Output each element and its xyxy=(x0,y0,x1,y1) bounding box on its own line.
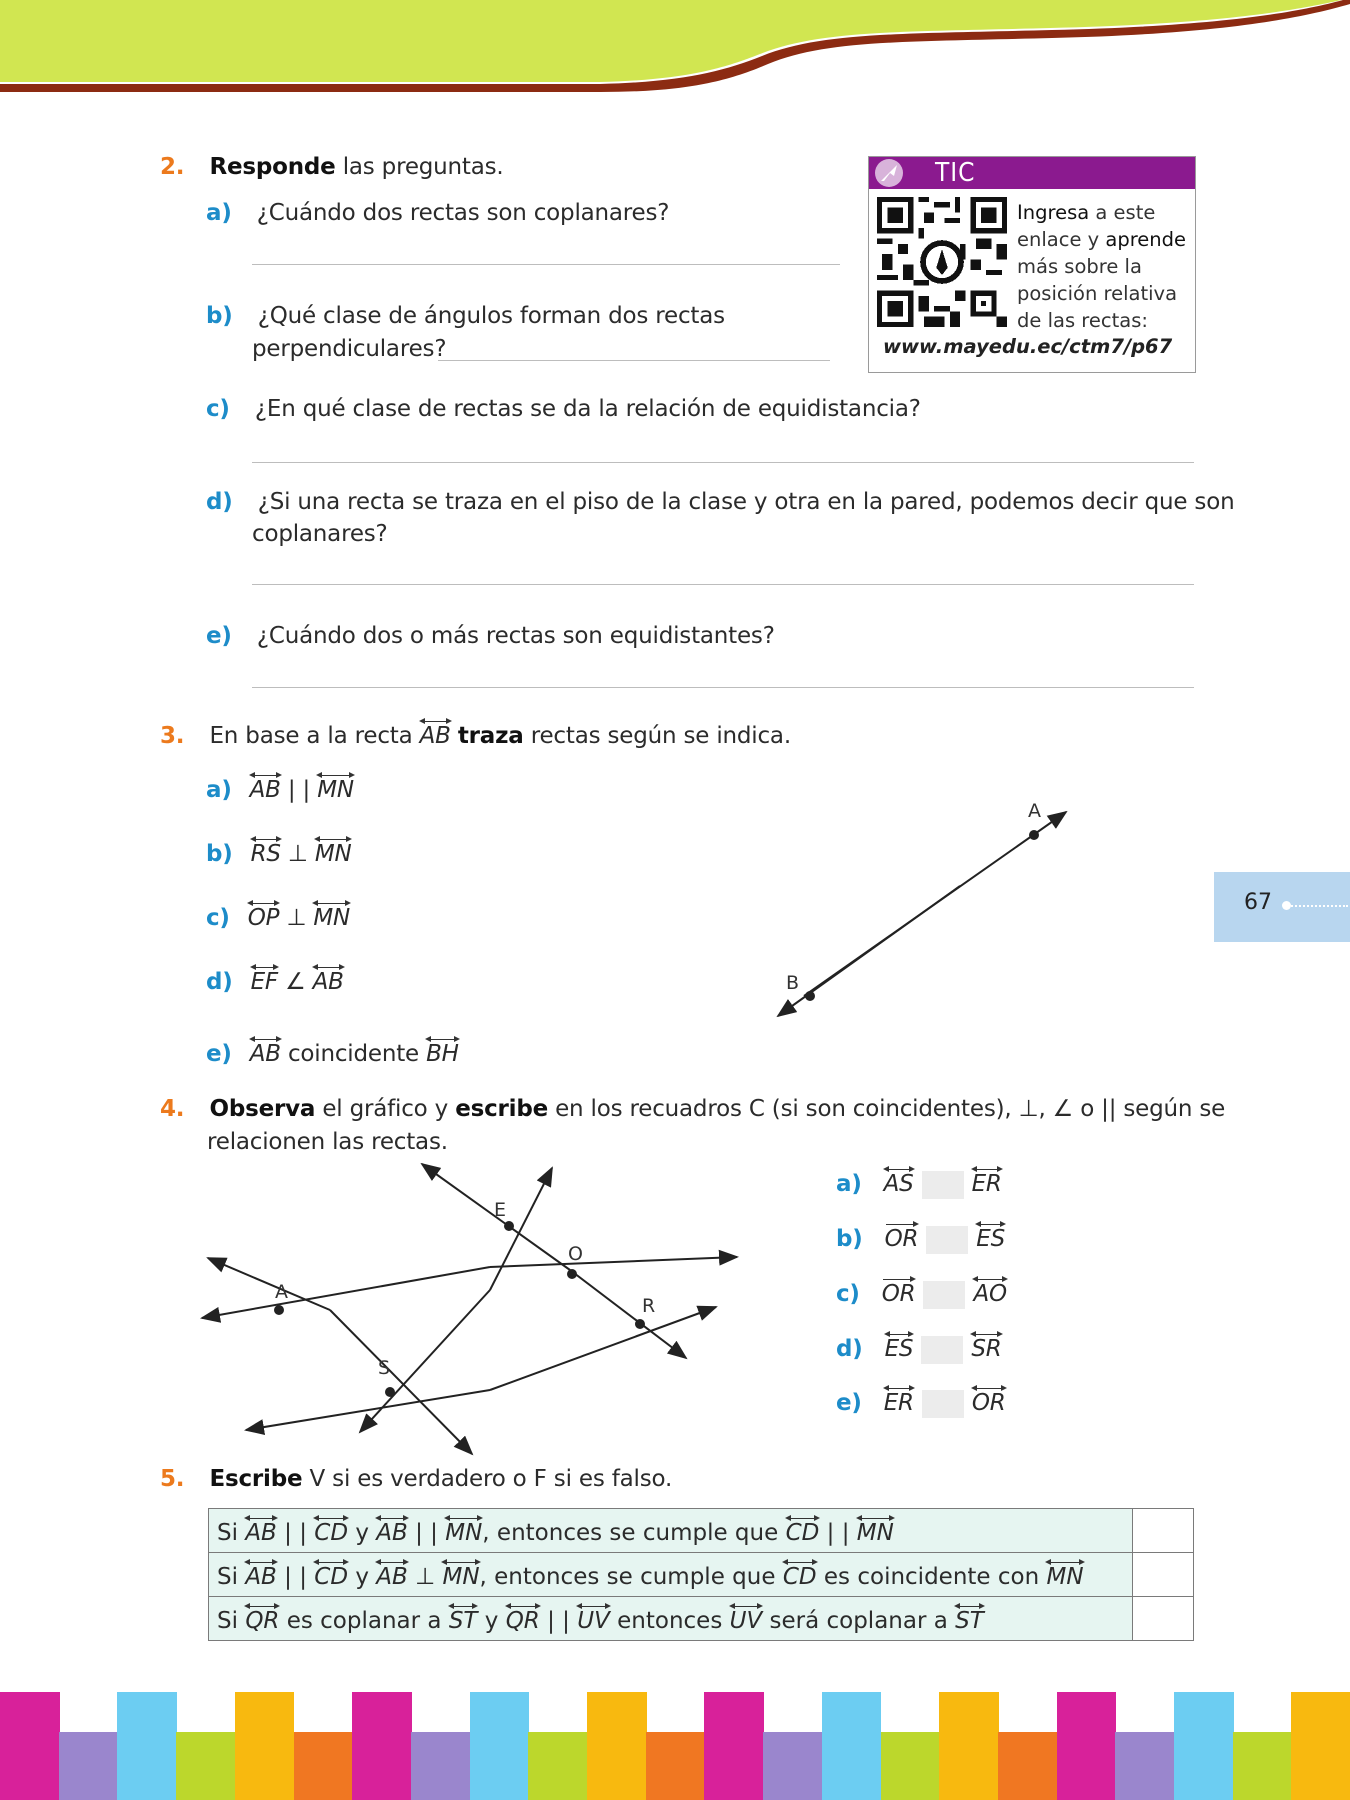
item-letter: d) xyxy=(836,1336,863,1362)
item-letter: e) xyxy=(206,1041,232,1067)
item-letter: a) xyxy=(206,200,232,226)
line-symbol: UV xyxy=(577,1604,610,1634)
tic-text-part: más sobre la posición relativa de las rectas: xyxy=(1017,255,1178,332)
q4-heading xyxy=(160,1093,1225,1126)
q4-heading-line2: relacionen las rectas. xyxy=(207,1129,448,1155)
statement-cell: Si AB | | CD y AB | | MN , entonces se cumple que CD | | MN xyxy=(209,1509,1133,1553)
line-symbol: ST xyxy=(449,1604,478,1634)
cursor-arrow-icon xyxy=(875,159,903,187)
q2-number: 2. xyxy=(160,154,185,180)
line-symbol: AB xyxy=(376,1516,408,1546)
q3-item-e xyxy=(206,1037,459,1071)
footer-stripes xyxy=(0,1692,1350,1800)
answer-line-a[interactable] xyxy=(252,264,840,265)
question-text: ¿En qué clase de rectas se da la relación de equidistancia? xyxy=(254,396,921,422)
q4-text: el gráfico y xyxy=(315,1096,456,1122)
footer-stripe xyxy=(646,1732,706,1800)
answer-cell[interactable] xyxy=(1133,1509,1194,1553)
q5-verb: Escribe xyxy=(209,1466,303,1492)
line-symbol: CD xyxy=(314,1516,348,1546)
table-row xyxy=(209,1509,1194,1553)
q2-item-e xyxy=(206,620,775,653)
answer-cell[interactable] xyxy=(1133,1553,1194,1597)
q4-verb-escribe: escribe xyxy=(455,1096,548,1122)
label-s: S xyxy=(378,1357,391,1379)
line-symbol: MN xyxy=(313,901,350,931)
line-symbol: AB xyxy=(250,1037,281,1067)
footer-stripe xyxy=(59,1732,119,1800)
q4-item-c xyxy=(836,1277,1007,1311)
q2-item-d xyxy=(206,486,1234,519)
relation-symbol: coincidente xyxy=(280,1041,427,1067)
q2-heading xyxy=(160,151,504,184)
page-number: 67 xyxy=(1244,890,1272,915)
point-s xyxy=(385,1387,395,1397)
q3-item-b xyxy=(206,837,351,871)
header-green-band xyxy=(0,0,1350,82)
q2-item-b xyxy=(206,300,725,333)
line-symbol: BH xyxy=(426,1037,459,1067)
q4-item-a xyxy=(836,1167,1002,1201)
tic-box xyxy=(868,156,1196,373)
line-symbol: AB xyxy=(245,1560,277,1590)
line-symbol: RS xyxy=(251,837,281,867)
q2-verb: Responde xyxy=(209,154,336,180)
line-symbol: AB xyxy=(420,719,451,749)
question-text: ¿Cuándo dos rectas son coplanares? xyxy=(256,200,670,226)
dotted-line xyxy=(1288,905,1348,907)
footer-stripe xyxy=(998,1732,1058,1800)
item-letter: b) xyxy=(206,841,233,867)
line-symbol: MN xyxy=(1046,1560,1083,1590)
relation-symbol: ⊥ xyxy=(280,841,315,867)
answer-box[interactable] xyxy=(922,1390,964,1418)
footer-stripe xyxy=(176,1732,236,1800)
point-r xyxy=(635,1319,645,1329)
line-symbol: MN xyxy=(445,1516,482,1546)
label-a: A xyxy=(1028,800,1041,822)
footer-stripe xyxy=(587,1692,647,1800)
label-r: R xyxy=(642,1295,656,1317)
line-symbol: ES xyxy=(976,1222,1005,1252)
q3-number: 3. xyxy=(160,723,185,749)
footer-stripe xyxy=(822,1692,882,1800)
line-symbol: AB xyxy=(313,965,344,995)
footer-stripe xyxy=(352,1692,412,1800)
tic-title: TIC xyxy=(935,158,976,188)
q4-lines-figure xyxy=(190,1150,750,1460)
point-b xyxy=(805,991,815,1001)
footer-stripe xyxy=(763,1732,823,1800)
q5-instruction: V si es verdadero o F si es falso. xyxy=(302,1466,673,1492)
relation-symbol: ⊥ xyxy=(279,905,314,931)
line-ab-figure xyxy=(760,790,1080,1030)
footer-stripe xyxy=(528,1732,588,1800)
label-b: B xyxy=(786,972,800,994)
answer-line-c[interactable] xyxy=(252,462,1194,463)
q4-item-b xyxy=(836,1222,1005,1256)
ray-symbol: OR xyxy=(882,1277,916,1307)
q3-verb: traza xyxy=(457,723,524,749)
point-o xyxy=(567,1269,577,1279)
q4-item-e xyxy=(836,1386,1006,1420)
footer-stripe xyxy=(411,1732,471,1800)
question-text: ¿Cuándo dos o más rectas son equidistantes? xyxy=(256,623,775,649)
line-symbol: MN xyxy=(857,1516,894,1546)
footer-stripe xyxy=(1057,1692,1117,1800)
line-symbol: AS xyxy=(884,1167,914,1197)
line-symbol: MN xyxy=(317,773,354,803)
qr-code-icon[interactable] xyxy=(877,197,1007,327)
tic-verb-aprende: aprende xyxy=(1105,228,1187,251)
line-symbol: QR xyxy=(245,1604,279,1634)
line-symbol: AO xyxy=(973,1277,1006,1307)
q2-item-b-line2: perpendiculares? xyxy=(252,336,447,362)
relation-symbol: ∠ xyxy=(277,969,313,995)
q3-text: rectas según se indica. xyxy=(523,723,791,749)
answer-line-b[interactable] xyxy=(438,360,830,361)
item-letter: b) xyxy=(206,303,233,329)
true-false-table xyxy=(208,1508,1194,1641)
item-letter: c) xyxy=(836,1281,860,1307)
tic-header xyxy=(869,157,1195,189)
item-letter: d) xyxy=(206,969,233,995)
item-letter: e) xyxy=(206,623,232,649)
answer-box[interactable] xyxy=(921,1336,963,1364)
footer-stripe xyxy=(1291,1692,1350,1800)
item-letter: c) xyxy=(206,905,230,931)
ray-symbol: OR xyxy=(885,1222,919,1252)
item-letter: a) xyxy=(206,777,232,803)
q3-item-d xyxy=(206,965,344,999)
line-symbol: ER xyxy=(884,1386,914,1416)
footer-stripe xyxy=(117,1692,177,1800)
line-symbol: EF xyxy=(251,965,278,995)
answer-line-d[interactable] xyxy=(252,584,1194,585)
footer-stripe xyxy=(704,1692,764,1800)
answer-line-e[interactable] xyxy=(252,687,1194,688)
q2-item-d-line2: coplanares? xyxy=(252,521,388,547)
footer-stripe xyxy=(294,1732,354,1800)
q2-item-a xyxy=(206,197,669,230)
line-symbol: OP xyxy=(248,901,280,931)
line-symbol: QR xyxy=(506,1604,540,1634)
q2-item-c xyxy=(206,393,921,426)
label-a: A xyxy=(275,1281,288,1303)
q2-instruction: las preguntas. xyxy=(335,154,504,180)
q4-text: en los recuadros C (si son coincidentes), ⊥, ∠ o || según se xyxy=(548,1096,1226,1122)
footer-stripe xyxy=(1233,1732,1293,1800)
answer-cell[interactable] xyxy=(1133,1597,1194,1641)
answer-box[interactable] xyxy=(923,1281,965,1309)
point-a xyxy=(274,1305,284,1315)
tic-text-part: a este enlace y xyxy=(1017,201,1156,251)
line-symbol: ES xyxy=(885,1332,914,1362)
line-symbol: OR xyxy=(972,1386,1006,1416)
tic-description xyxy=(1017,199,1197,334)
question-text: ¿Si una recta se traza en el piso de la clase y otra en la pared, podemos decir que son xyxy=(257,489,1235,515)
item-letter: a) xyxy=(836,1171,862,1197)
line-symbol: SR xyxy=(971,1332,1001,1362)
point-a xyxy=(1029,830,1039,840)
q3-item-a xyxy=(206,773,354,807)
q3-heading xyxy=(160,719,791,753)
line-symbol: CD xyxy=(314,1560,348,1590)
tic-link[interactable]: www.mayedu.ec/ctm7/p67 xyxy=(883,335,1173,358)
footer-stripe xyxy=(235,1692,295,1800)
line-symbol: ER xyxy=(972,1167,1002,1197)
line-symbol: CD xyxy=(786,1516,820,1546)
item-letter: c) xyxy=(206,396,230,422)
footer-stripe xyxy=(881,1732,941,1800)
statement-cell: Si AB | | CD y AB ⊥ MN , entonces se cumple que CD es coincidente con MN xyxy=(209,1553,1133,1597)
header-wave xyxy=(0,0,1350,100)
q4-verb-observa: Observa xyxy=(209,1096,316,1122)
footer-stripe xyxy=(0,1692,60,1800)
answer-box[interactable] xyxy=(922,1171,964,1199)
line-symbol: AB xyxy=(376,1560,408,1590)
footer-stripe xyxy=(939,1692,999,1800)
table-row xyxy=(209,1553,1194,1597)
item-letter: d) xyxy=(206,489,233,515)
page-number-tab xyxy=(1214,872,1350,942)
q4-item-d xyxy=(836,1332,1002,1366)
item-letter: b) xyxy=(836,1226,863,1252)
q5-heading xyxy=(160,1463,672,1496)
line-symbol: ST xyxy=(955,1604,984,1634)
label-o: O xyxy=(568,1243,583,1265)
q4-number: 4. xyxy=(160,1096,185,1122)
statement-cell: Si QR es coplanar a ST y QR | | UV entonces UV será coplanar a ST xyxy=(209,1597,1133,1641)
footer-stripe xyxy=(1174,1692,1234,1800)
line-symbol: UV xyxy=(730,1604,763,1634)
q5-number: 5. xyxy=(160,1466,185,1492)
footer-stripe xyxy=(1115,1732,1175,1800)
label-e: E xyxy=(494,1199,507,1221)
footer-stripe xyxy=(470,1692,530,1800)
line-symbol: MN xyxy=(442,1560,479,1590)
q3-text: En base a la recta xyxy=(209,723,420,749)
line-symbol: AB xyxy=(245,1516,277,1546)
point-e xyxy=(504,1221,514,1231)
relation-symbol: | | xyxy=(280,777,318,803)
answer-box[interactable] xyxy=(926,1226,968,1254)
q3-item-c xyxy=(206,901,350,935)
line-symbol: MN xyxy=(315,837,352,867)
line-symbol: CD xyxy=(783,1560,817,1590)
tic-verb-ingresa: Ingresa xyxy=(1017,201,1090,224)
item-letter: e) xyxy=(836,1390,862,1416)
line-symbol: AB xyxy=(250,773,281,803)
question-text: ¿Qué clase de ángulos forman dos rectas xyxy=(257,303,725,329)
table-row xyxy=(209,1597,1194,1641)
